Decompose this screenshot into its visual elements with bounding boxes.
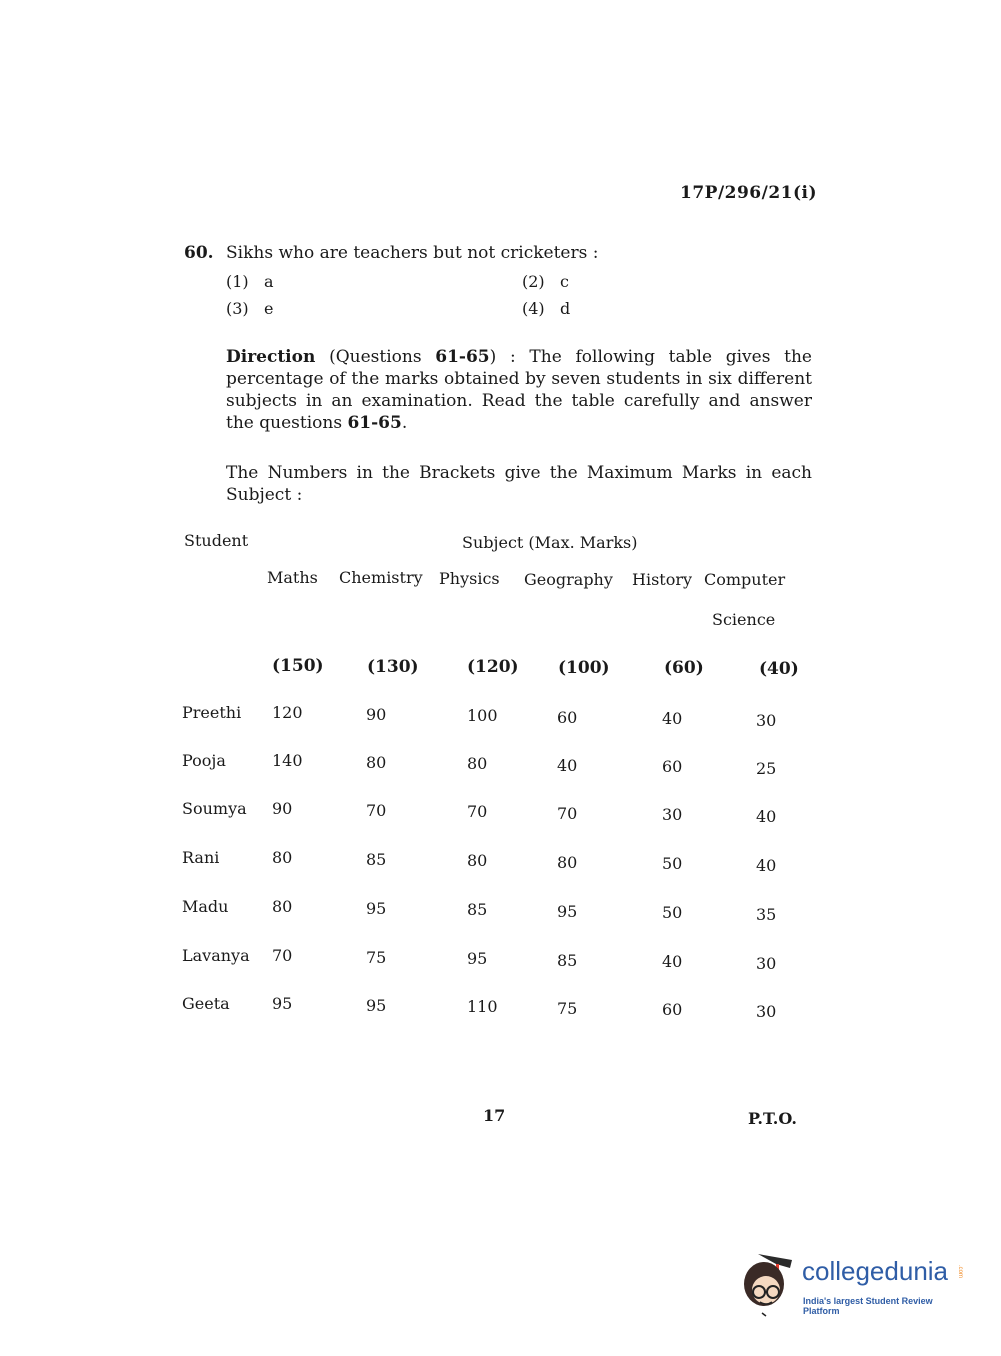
pto-label: P.T.O.: [748, 1109, 797, 1128]
marks-cell: 120: [272, 703, 303, 722]
subject-chemistry: Chemistry: [339, 568, 423, 587]
marks-cell: 30: [662, 805, 683, 824]
marks-cell: 140: [272, 751, 303, 770]
marks-cell: 30: [756, 1002, 777, 1021]
direction-end-range: 61-65: [347, 413, 402, 433]
marks-cell: 85: [557, 951, 578, 970]
student-name: Pooja: [182, 751, 226, 770]
paper-code: 17P/296/21(i): [680, 183, 818, 203]
subject-maths: Maths: [267, 568, 318, 587]
marks-cell: 70: [467, 802, 488, 821]
subject-header: Subject (Max. Marks): [462, 533, 638, 552]
option-value: c: [559, 272, 569, 291]
page-number: 17: [483, 1106, 506, 1125]
option-value: d: [559, 299, 571, 318]
max-geography: (100): [558, 658, 610, 678]
subject-physics: Physics: [439, 569, 500, 588]
direction-range: 61-65: [435, 347, 490, 367]
direction-body: ) : The following table gives the percentage of the marks obtained by seven students in six different subjects in an examination. Read the table carefully and answer the questions: [226, 347, 812, 433]
max-history: (60): [664, 658, 704, 678]
option-number: (2): [522, 272, 545, 291]
option-value: a: [263, 272, 274, 291]
marks-cell: 95: [366, 899, 387, 918]
marks-cell: 60: [662, 757, 683, 776]
brand-name: collegedunia: [802, 1256, 949, 1286]
marks-cell: 75: [557, 999, 578, 1018]
marks-cell: 40: [756, 807, 777, 826]
student-name: Rani: [182, 848, 220, 867]
marks-cell: 60: [557, 708, 578, 727]
marks-cell: 40: [756, 856, 777, 875]
marks-cell: 50: [662, 903, 683, 922]
marks-cell: 80: [272, 897, 293, 916]
direction-pre: (Questions: [329, 347, 436, 367]
marks-cell: 70: [272, 946, 293, 965]
student-header: Student: [184, 531, 249, 550]
marks-cell: 70: [557, 804, 578, 823]
marks-cell: 95: [366, 996, 387, 1015]
marks-cell: 110: [467, 997, 498, 1016]
option-value: e: [263, 299, 274, 318]
marks-cell: 40: [662, 709, 683, 728]
option-1: [226, 272, 273, 291]
direction-end: .: [401, 413, 408, 433]
option-number: (4): [522, 299, 545, 318]
question-text: Sikhs who are teachers but not cricketers :: [226, 243, 599, 263]
marks-cell: 40: [662, 952, 683, 971]
question-number: 60.: [184, 243, 214, 263]
marks-cell: 30: [756, 711, 777, 730]
student-name: Geeta: [182, 994, 230, 1013]
student-name: Soumya: [182, 799, 247, 818]
student-name: Madu: [182, 897, 229, 916]
marks-cell: 50: [662, 854, 683, 873]
marks-cell: 35: [756, 905, 777, 924]
option-number: (3): [226, 299, 249, 318]
option-3: [226, 299, 273, 318]
marks-cell: 70: [366, 801, 387, 820]
marks-cell: 80: [467, 851, 488, 870]
option-number: (1): [226, 272, 249, 291]
marks-cell: 95: [272, 994, 293, 1013]
max-chemistry: (130): [367, 657, 419, 677]
direction-label: Direction: [226, 347, 316, 367]
direction-paragraph: [226, 346, 812, 434]
subject-computer: Computer: [704, 570, 786, 589]
marks-cell: 95: [467, 949, 488, 968]
student-name: Preethi: [182, 703, 242, 722]
subject-science: Science: [712, 610, 776, 629]
marks-cell: 85: [366, 850, 387, 869]
subject-geography: Geography: [524, 570, 613, 589]
marks-cell: 80: [272, 848, 293, 867]
marks-cell: 80: [366, 753, 387, 772]
max-maths: (150): [272, 656, 324, 676]
max-computer: (40): [759, 659, 799, 679]
marks-cell: 80: [557, 853, 578, 872]
student-name: Lavanya: [182, 946, 250, 965]
marks-cell: 40: [557, 756, 578, 775]
max-physics: (120): [467, 657, 519, 677]
mascot-icon: [740, 1250, 802, 1320]
brand-suffix: .com: [957, 1265, 963, 1279]
marks-cell: 85: [467, 900, 488, 919]
marks-cell: 90: [366, 705, 387, 724]
marks-cell: 25: [756, 759, 777, 778]
marks-cell: 90: [272, 799, 293, 818]
marks-cell: 75: [366, 948, 387, 967]
marks-cell: 30: [756, 954, 777, 973]
max-marks-note: The Numbers in the Brackets give the Maximum Marks in each Subject :: [226, 463, 812, 505]
brand-tagline: India's largest Student Review Platform: [803, 1296, 933, 1316]
marks-cell: 60: [662, 1000, 683, 1019]
marks-cell: 80: [467, 754, 488, 773]
subject-history: History: [632, 570, 693, 589]
marks-cell: 95: [557, 902, 578, 921]
marks-cell: 100: [467, 706, 498, 725]
option-2: [522, 272, 569, 291]
option-4: [522, 299, 570, 318]
collegedunia-logo: [740, 1250, 970, 1320]
